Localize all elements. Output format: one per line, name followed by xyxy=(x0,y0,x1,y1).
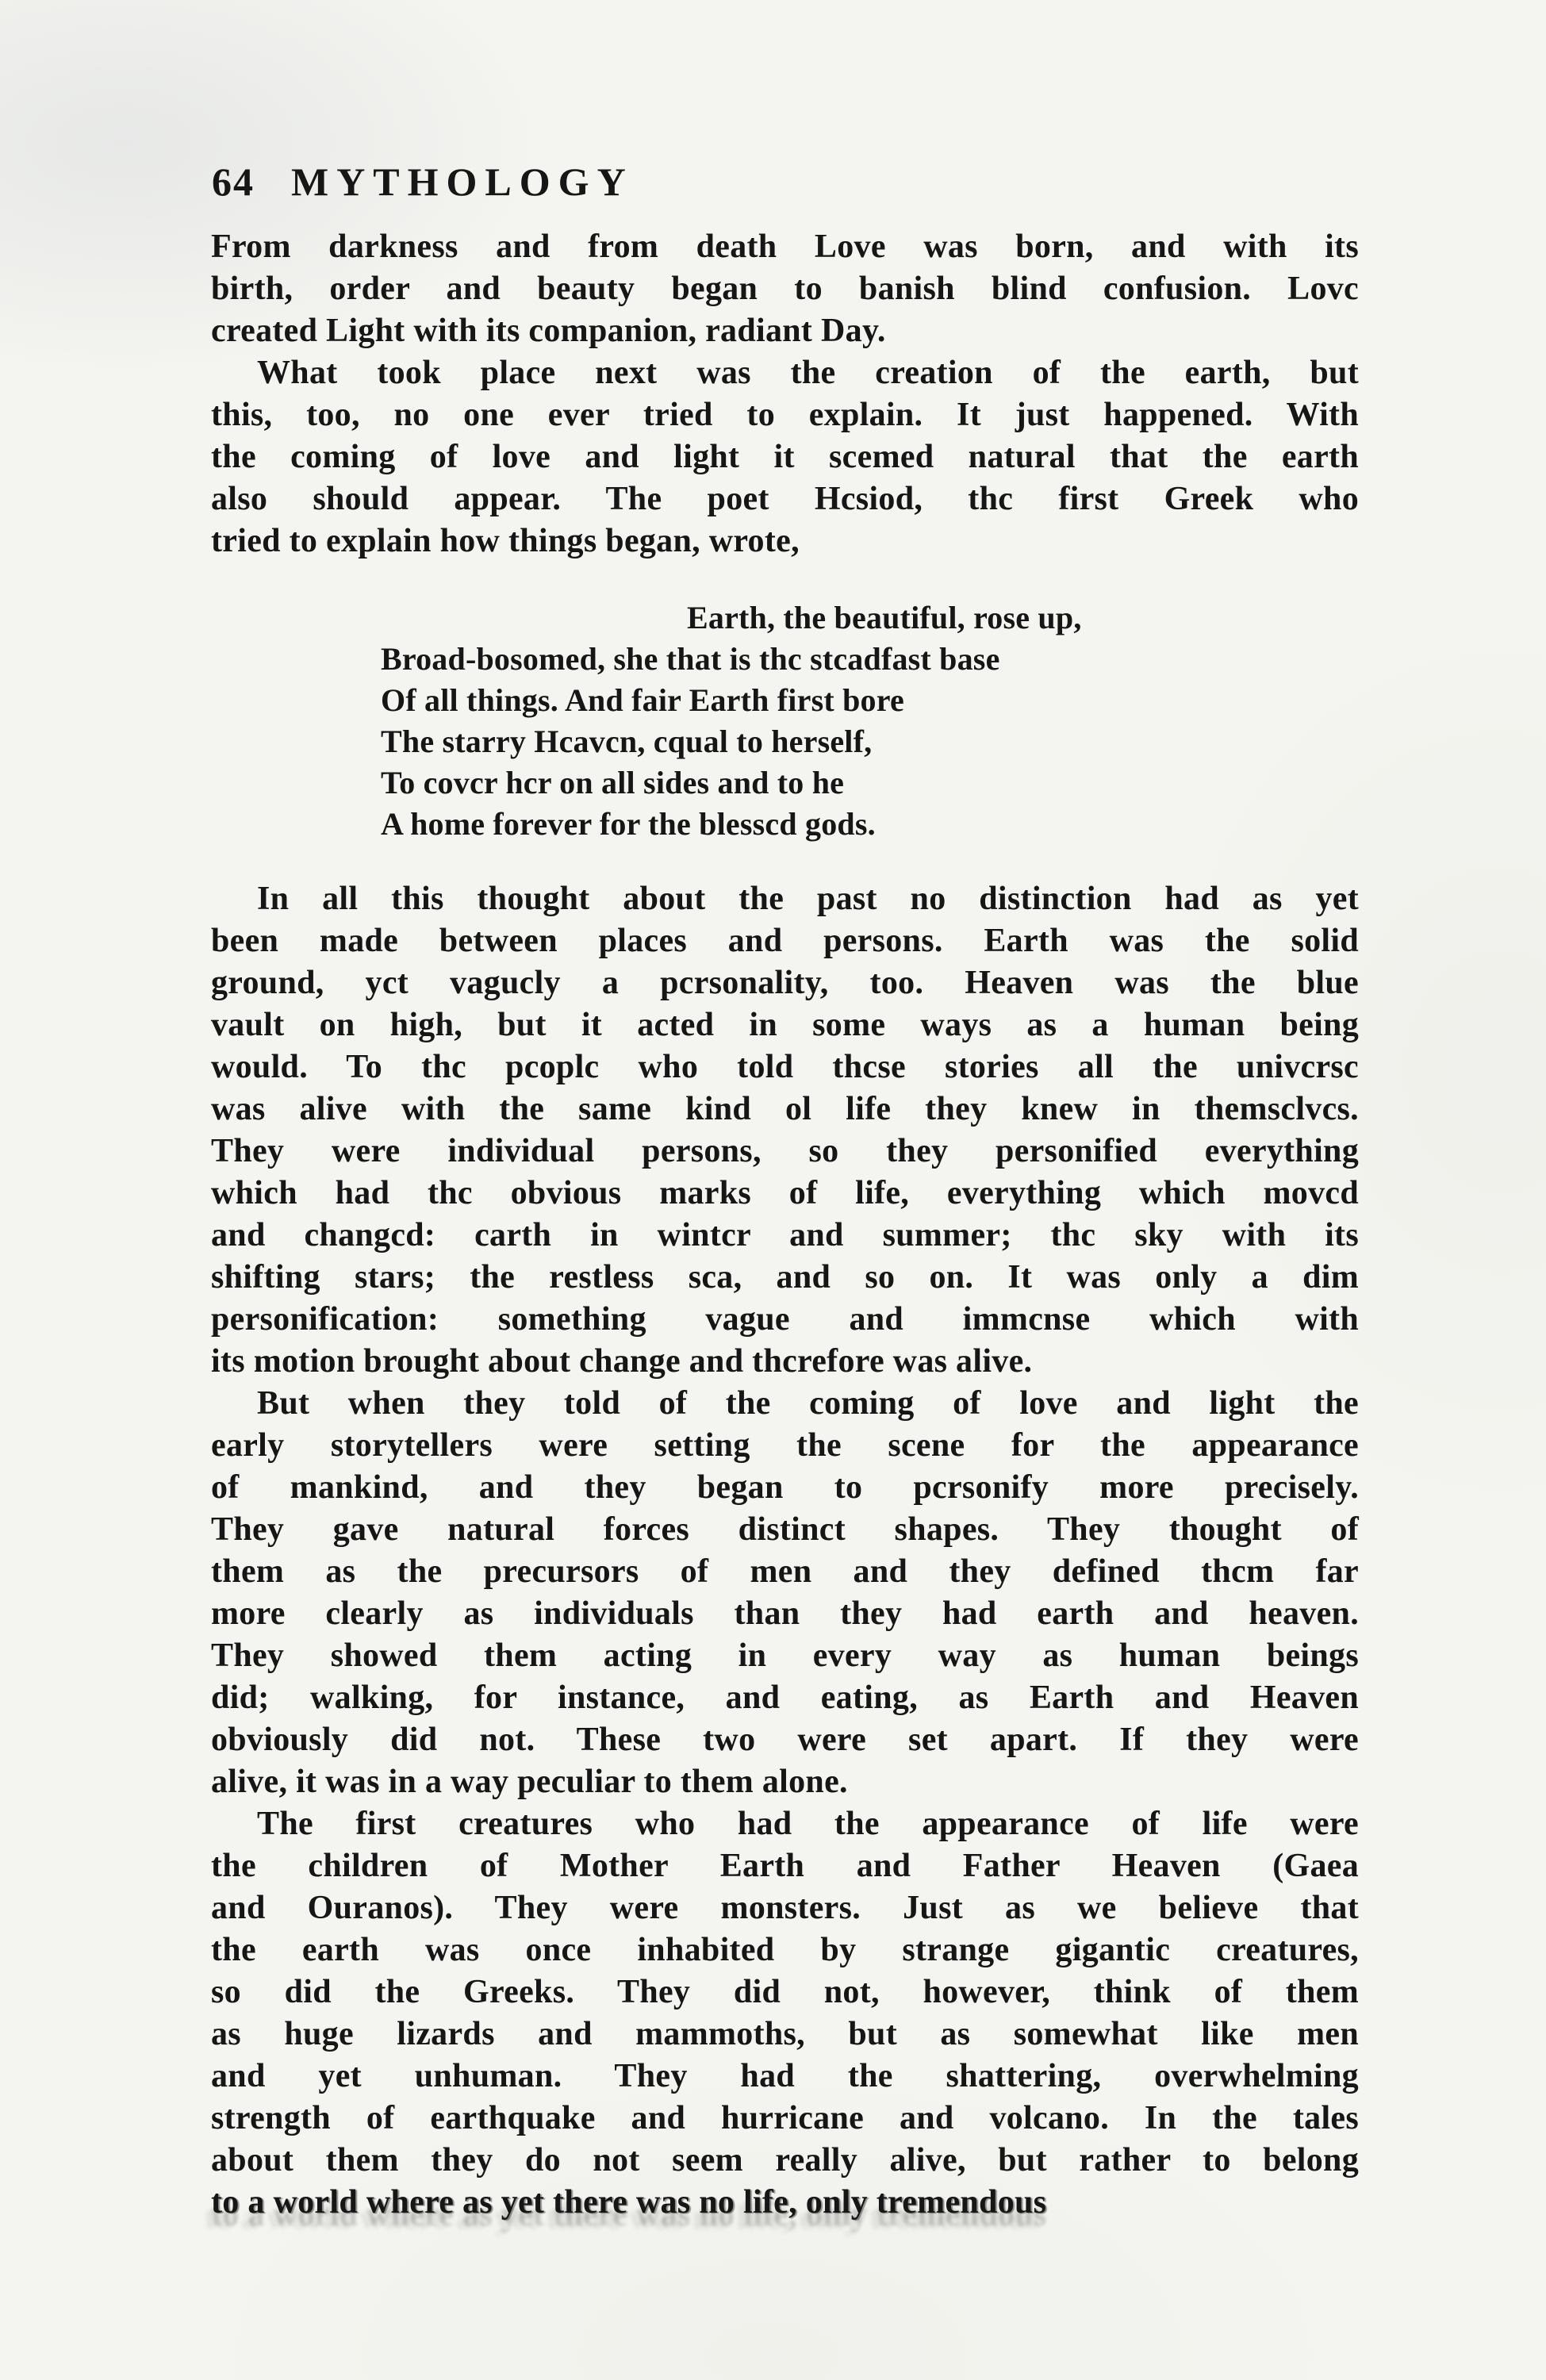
text-line: been made between places and persons. Earth was the solid xyxy=(211,923,1359,959)
text-line: so did the Greeks. They did not, however, think of them xyxy=(211,1974,1359,2010)
text-line: created Light with its companion, radiant Day. xyxy=(211,313,886,349)
text-line: But when they told of the coming of love and light the xyxy=(257,1385,1359,1422)
text-line: In all this thought about the past no distinction had as yet xyxy=(257,881,1359,917)
text-line: obviously did not. These two were set apart. If they were xyxy=(211,1722,1359,1758)
page-header xyxy=(212,159,634,205)
text-line: They gave natural forces distinct shapes. They thought of xyxy=(211,1511,1359,1548)
page-number: 64 xyxy=(212,159,255,204)
text-line: The starry Hcavcn, cqual to herself, xyxy=(381,724,873,759)
text-line: more clearly as individuals than they had earth and heaven. xyxy=(211,1595,1359,1632)
text-line: tried to explain how things began, wrote, xyxy=(211,523,800,559)
paragraph xyxy=(211,226,1359,352)
verse-block xyxy=(211,597,1359,845)
text-line: and yet unhuman. They had the shattering, overwhelming xyxy=(211,2058,1359,2094)
text-line: ground, yct vagucly a pcrsonality, too. Heaven was the blue xyxy=(211,965,1359,1001)
text-line: Of all things. And fair Earth first bore xyxy=(381,682,904,718)
text-line: to a world where as yet there was no life, only tremendous xyxy=(211,2184,1047,2221)
text-line: also should appear. The poet Hcsiod, thc first Greek who xyxy=(211,481,1359,517)
text-line: The first creatures who had the appearance of life were xyxy=(257,1806,1359,1842)
text-line: vault on high, but it acted in some ways as a human being xyxy=(211,1007,1359,1043)
text-line: strength of earthquake and hurricane and volcano. In the tales xyxy=(211,2100,1359,2136)
paragraph xyxy=(211,1803,1359,2224)
text-line: They showed them acting in every way as human beings xyxy=(211,1637,1359,1674)
text-line: and changcd: carth in wintcr and summer; thc sky with its xyxy=(211,1217,1359,1253)
text-line: the children of Mother Earth and Father Heaven (Gaea xyxy=(211,1848,1359,1884)
text-line: They were individual persons, so they personified everything xyxy=(211,1133,1359,1169)
text-line: personification: something vague and immcnse which with xyxy=(211,1301,1359,1338)
text-line: its motion brought about change and thcrefore was alive. xyxy=(211,1343,1033,1380)
text-line: this, too, no one ever tried to explain. It just happened. With xyxy=(211,397,1359,433)
text-line: them as the precursors of men and they defined thcm far xyxy=(211,1553,1359,1590)
text-line: as huge lizards and mammoths, but as somewhat like men xyxy=(211,2016,1359,2052)
paragraph xyxy=(211,878,1359,1383)
text-line: From darkness and from death Love was born, and with its xyxy=(211,228,1359,265)
text-line: shifting stars; the restless sca, and so on. It was only a dim xyxy=(211,1259,1359,1296)
text-line: which had thc obvious marks of life, everything which movcd xyxy=(211,1175,1359,1211)
text-line: Broad-bosomed, she that is thc stcadfast base xyxy=(381,641,1000,677)
text-line: early storytellers were setting the scene for the appearance xyxy=(211,1427,1359,1464)
text-line: was alive with the same kind ol life they knew in themsclvcs. xyxy=(211,1091,1359,1127)
text-line: did; walking, for instance, and eating, as Earth and Heaven xyxy=(211,1679,1359,1716)
text-line: alive, it was in a way peculiar to them alone. xyxy=(211,1764,848,1800)
text-line: would. To thc pcoplc who told thcse stories all the univcrsc xyxy=(211,1049,1359,1085)
text-line: Earth, the beautiful, rose up, xyxy=(687,600,1082,635)
text-line: To covcr hcr on all sides and to he xyxy=(381,765,845,800)
text-line: about them they do not seem really alive, but rather to belong xyxy=(211,2142,1359,2178)
text-line: and Ouranos). They were monsters. Just as we believe that xyxy=(211,1890,1359,1926)
text-line: the earth was once inhabited by strange gigantic creatures, xyxy=(211,1932,1359,1968)
text-line: A home forever for the blesscd gods. xyxy=(381,806,876,842)
text-line: the coming of love and light it scemed natural that the earth xyxy=(211,439,1359,475)
text-line: What took place next was the creation of the earth, but xyxy=(257,355,1359,391)
paragraph xyxy=(211,1383,1359,1803)
paragraph xyxy=(211,352,1359,562)
text-line: birth, order and beauty began to banish blind confusion. Lovc xyxy=(211,271,1359,307)
text-block xyxy=(211,226,1359,2224)
book-title: MYTHOLOGY xyxy=(291,159,634,204)
text-line: of mankind, and they began to pcrsonify more precisely. xyxy=(211,1469,1359,1506)
